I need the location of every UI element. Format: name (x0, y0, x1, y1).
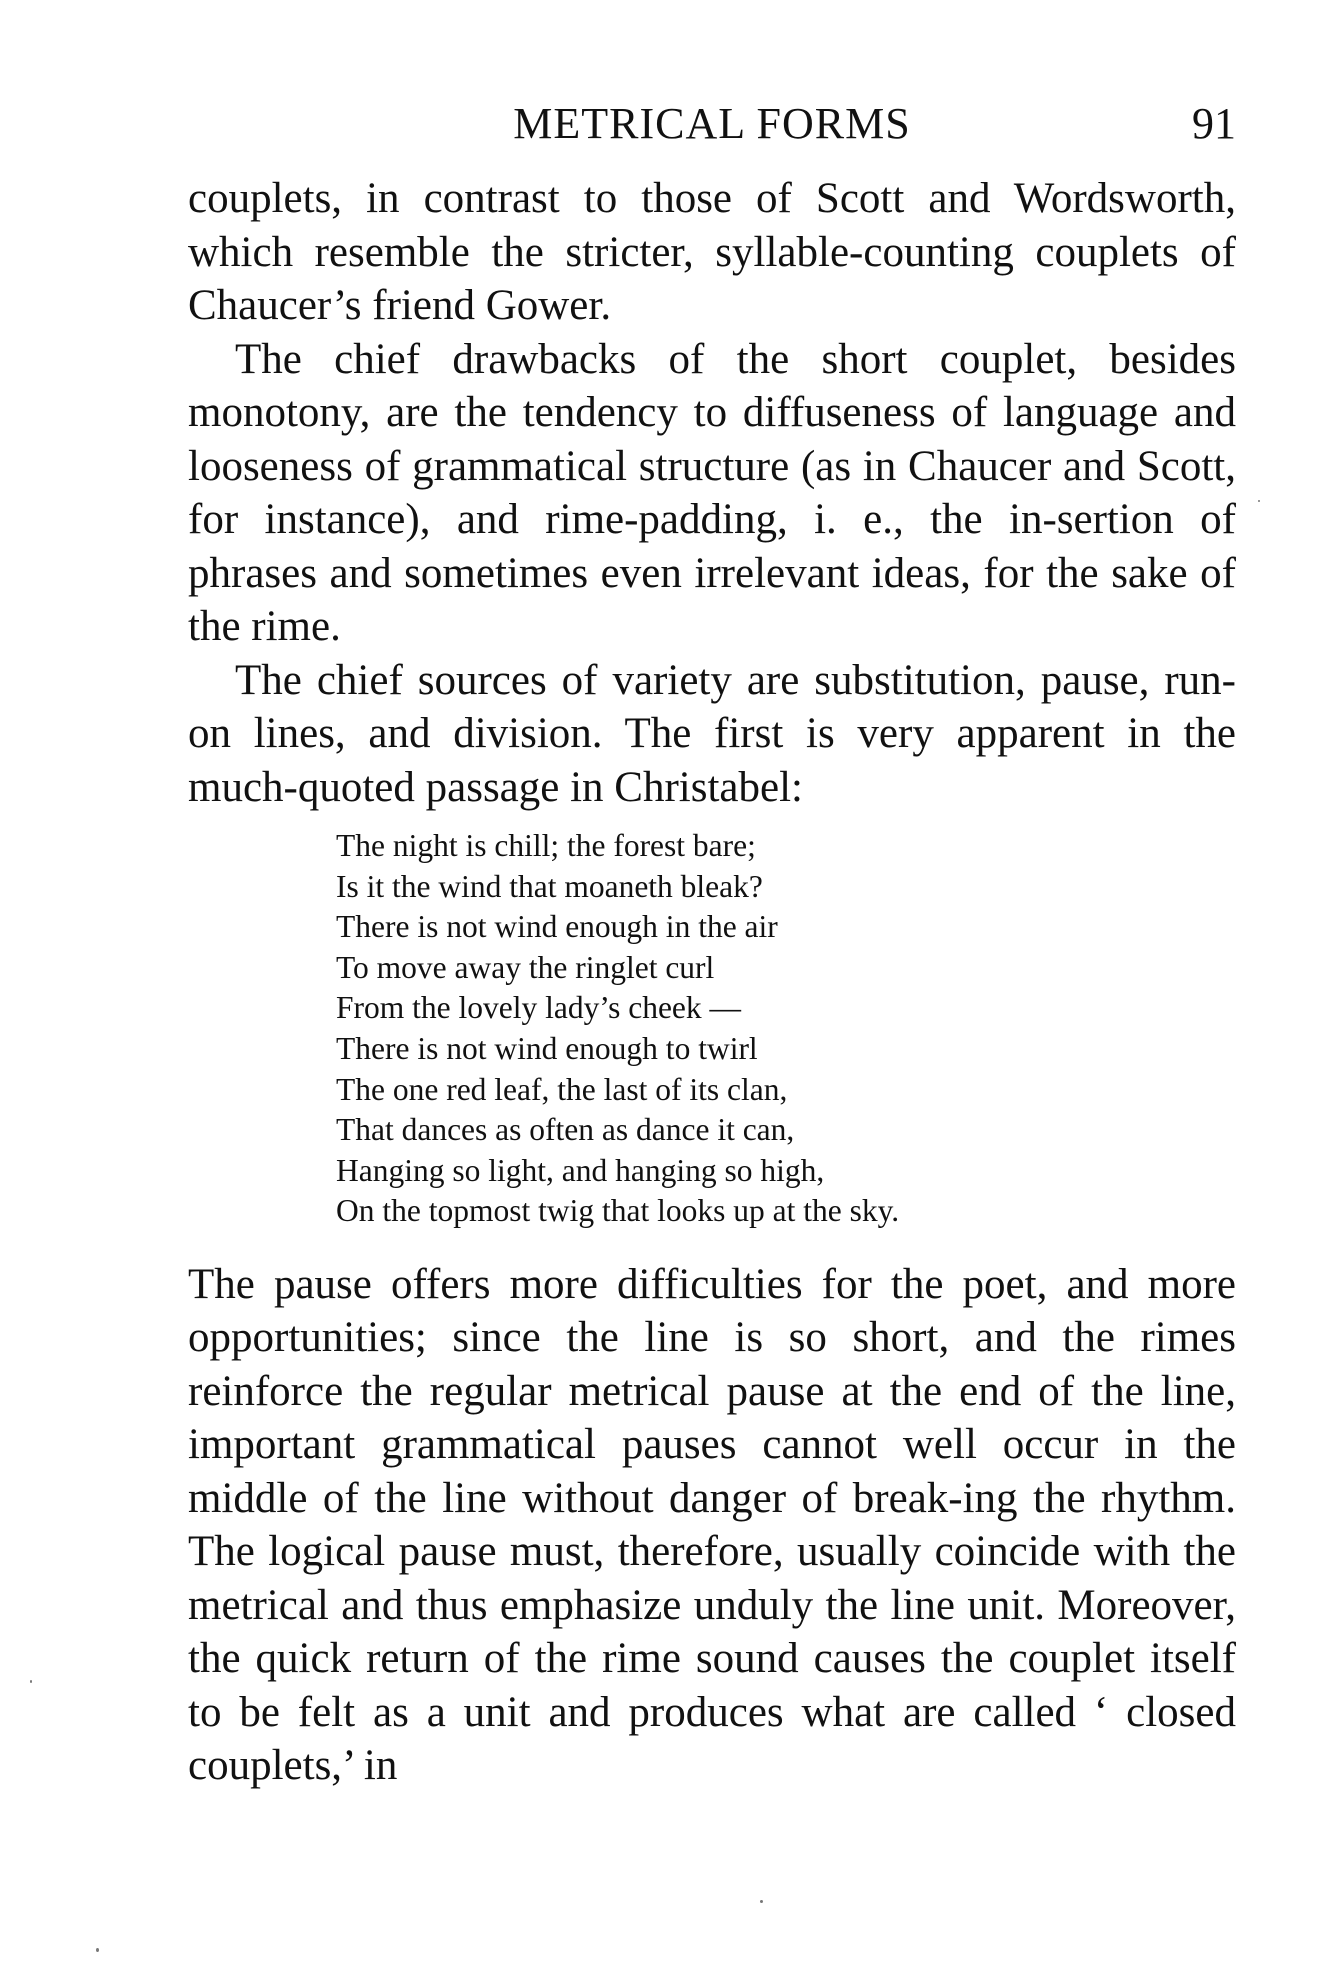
page-number: 91 (1192, 99, 1236, 148)
verse-line: The night is chill; the forest bare; (336, 828, 756, 863)
paragraph-pause: The pause offers more difficulties for the poet, and more opportunities; since the line is so short, and the rimes reinforce the regular metrical pause at the end of the line, important grammatical pauses cannot well occur in the middle of the line without danger of break-ing the rhythm. The logical pause must, therefore, usually coincide with the metrical and thus emphasize unduly the line unit. Moreover, the quick return of the rime sound causes the couplet itself to be felt as a unit and produces what are called ‘ closed couplets,’ in (188, 1260, 1236, 1790)
verse-line: To move away the ringlet curl (336, 949, 715, 985)
verse-line: That dances as often as dance it can, (336, 1112, 795, 1148)
page-header (188, 94, 1236, 154)
verse-line: On the topmost twig that looks up at the sky. (336, 1193, 900, 1229)
paragraph-continuation: couplets, in contrast to those of Scott and Wordsworth, which resemble the stricter, syllable-counting couplets of Chaucer’s friend Gower. (188, 175, 1236, 329)
scan-speck (30, 1680, 32, 1683)
body-text (188, 172, 1236, 1793)
scan-speck (760, 1900, 763, 1903)
scan-speck (1258, 500, 1260, 502)
verse-line: There is not wind enough to twirl (336, 1030, 758, 1066)
scan-speck (96, 1948, 99, 1952)
paragraph-variety: The chief sources of variety are substitution, pause, run-on lines, and division. The first is very apparent in the much-quoted passage in Christabel: (188, 656, 1236, 811)
verse-line: There is not wind enough in the air (336, 909, 778, 945)
paragraph-drawbacks: The chief drawbacks of the short couplet, besides monotony, are the tendency to diffuseness of language and looseness of grammatical structure (as in Chaucer and Scott, for instance), and rime-padding, i. e., the in-sertion of phrases and sometimes even irrelevant ideas, for the sake of the rime. (188, 335, 1236, 650)
verse-line: Is it the wind that moaneth bleak? (336, 868, 763, 904)
verse-line: Hanging so light, and hanging so high, (336, 1152, 825, 1188)
christabel-quotation (336, 826, 1236, 1232)
verse-line: From the lovely lady’s cheek — (336, 990, 742, 1026)
running-title: METRICAL FORMS (513, 99, 911, 148)
verse-line: The one red leaf, the last of its clan, (336, 1071, 788, 1107)
